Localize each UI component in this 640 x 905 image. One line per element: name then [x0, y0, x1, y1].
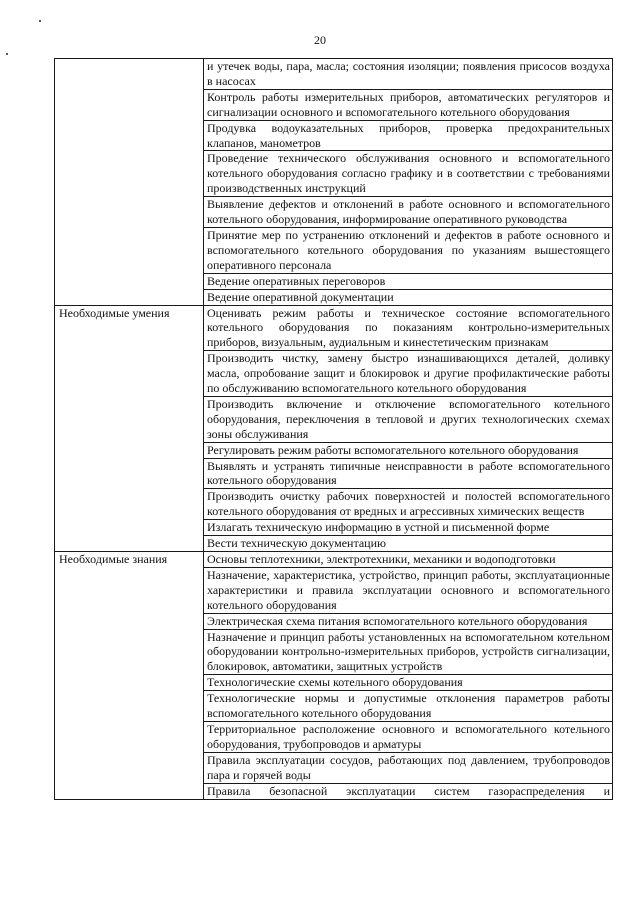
category-cell: Необходимые умения [55, 305, 204, 552]
item-cell: Правила эксплуатации сосудов, работающих под давлением, трубопроводов пара и горячей воды [204, 752, 613, 783]
item-cell: Производить чистку, замену быстро изнашивающихся деталей, доливку масла, опробование защит и блокировок и другие профилактические работы по обслуживанию вспомогательного котельного оборудования [204, 351, 613, 397]
item-cell: Выявлять и устранять типичные неисправности в работе вспомогательного котельного оборудования [204, 458, 613, 489]
item-cell: Назначение, характеристика, устройство, принцип работы, эксплуатационные характеристики и правила эксплуатации основного и вспомогательного котельного оборудования [204, 567, 613, 613]
item-cell: Оценивать режим работы и техническое состояние вспомогательного котельного оборудования по показаниям контрольно-измерительных приборов, визуальным, аудиальным и кинестетическим признакам [204, 305, 613, 351]
item-cell: Технологические нормы и допустимые отклонения параметров работы вспомогательного котельного оборудования [204, 691, 613, 722]
item-cell: Контроль работы измерительных приборов, автоматических регуляторов и сигнализации основного и вспомогательного котельного оборудования [204, 89, 613, 120]
scan-speck [6, 53, 8, 55]
item-cell: Электрическая схема питания вспомогательного котельного оборудования [204, 613, 613, 629]
item-cell: Территориальное расположение основного и вспомогательного котельного оборудования, трубопроводов и арматуры [204, 721, 613, 752]
item-cell: Основы теплотехники, электротехники, механики и водоподготовки [204, 552, 613, 568]
item-cell: Вести техническую документацию [204, 536, 613, 552]
category-cell [55, 59, 204, 306]
table-row [55, 59, 613, 90]
item-cell: Излагать техническую информацию в устной и письменной форме [204, 520, 613, 536]
item-cell: Регулировать режим работы вспомогательного котельного оборудования [204, 442, 613, 458]
item-cell: Технологические схемы котельного оборудования [204, 675, 613, 691]
scan-speck [39, 20, 41, 22]
page-number: 20 [314, 33, 326, 47]
item-cell: Проведение технического обслуживания основного и вспомогательного котельного оборудования согласно графику и в соответствии с требованиями производственных инструкций [204, 151, 613, 197]
category-cell: Необходимые знания [55, 552, 204, 800]
item-cell: Производить включение и отключение вспомогательного котельного оборудования, переключения в тепловой и других технологических схемах зоны обслуживания [204, 396, 613, 442]
item-cell: Продувка водоуказательных приборов, проверка предохранительных клапанов, манометров [204, 120, 613, 151]
requirements-table [54, 58, 613, 800]
table-row [55, 552, 613, 568]
item-cell: Выявление дефектов и отклонений в работе основного и вспомогательного котельного оборудования, информирование оперативного руководства [204, 197, 613, 228]
item-cell: Ведение оперативной документации [204, 289, 613, 305]
table-row [55, 305, 613, 351]
item-cell: Правила безопасной эксплуатации систем газораспределения и [204, 783, 613, 799]
item-cell: и утечек воды, пара, масла; состояния изоляции; появления присосов воздуха в насосах [204, 59, 613, 90]
item-cell: Ведение оперативных переговоров [204, 273, 613, 289]
item-cell: Принятие мер по устранению отклонений и дефектов в работе основного и вспомогательного котельного оборудования по указаниям вышестоящего оперативного персонала [204, 227, 613, 273]
item-cell: Производить очистку рабочих поверхностей и полостей вспомогательного котельного оборудования от вредных и агрессивных химических веществ [204, 489, 613, 520]
item-cell: Назначение и принцип работы установленных на вспомогательном котельном оборудовании контрольно-измерительных приборов, устройств сигнализации, блокировок, автоматики, защитных устройств [204, 629, 613, 675]
